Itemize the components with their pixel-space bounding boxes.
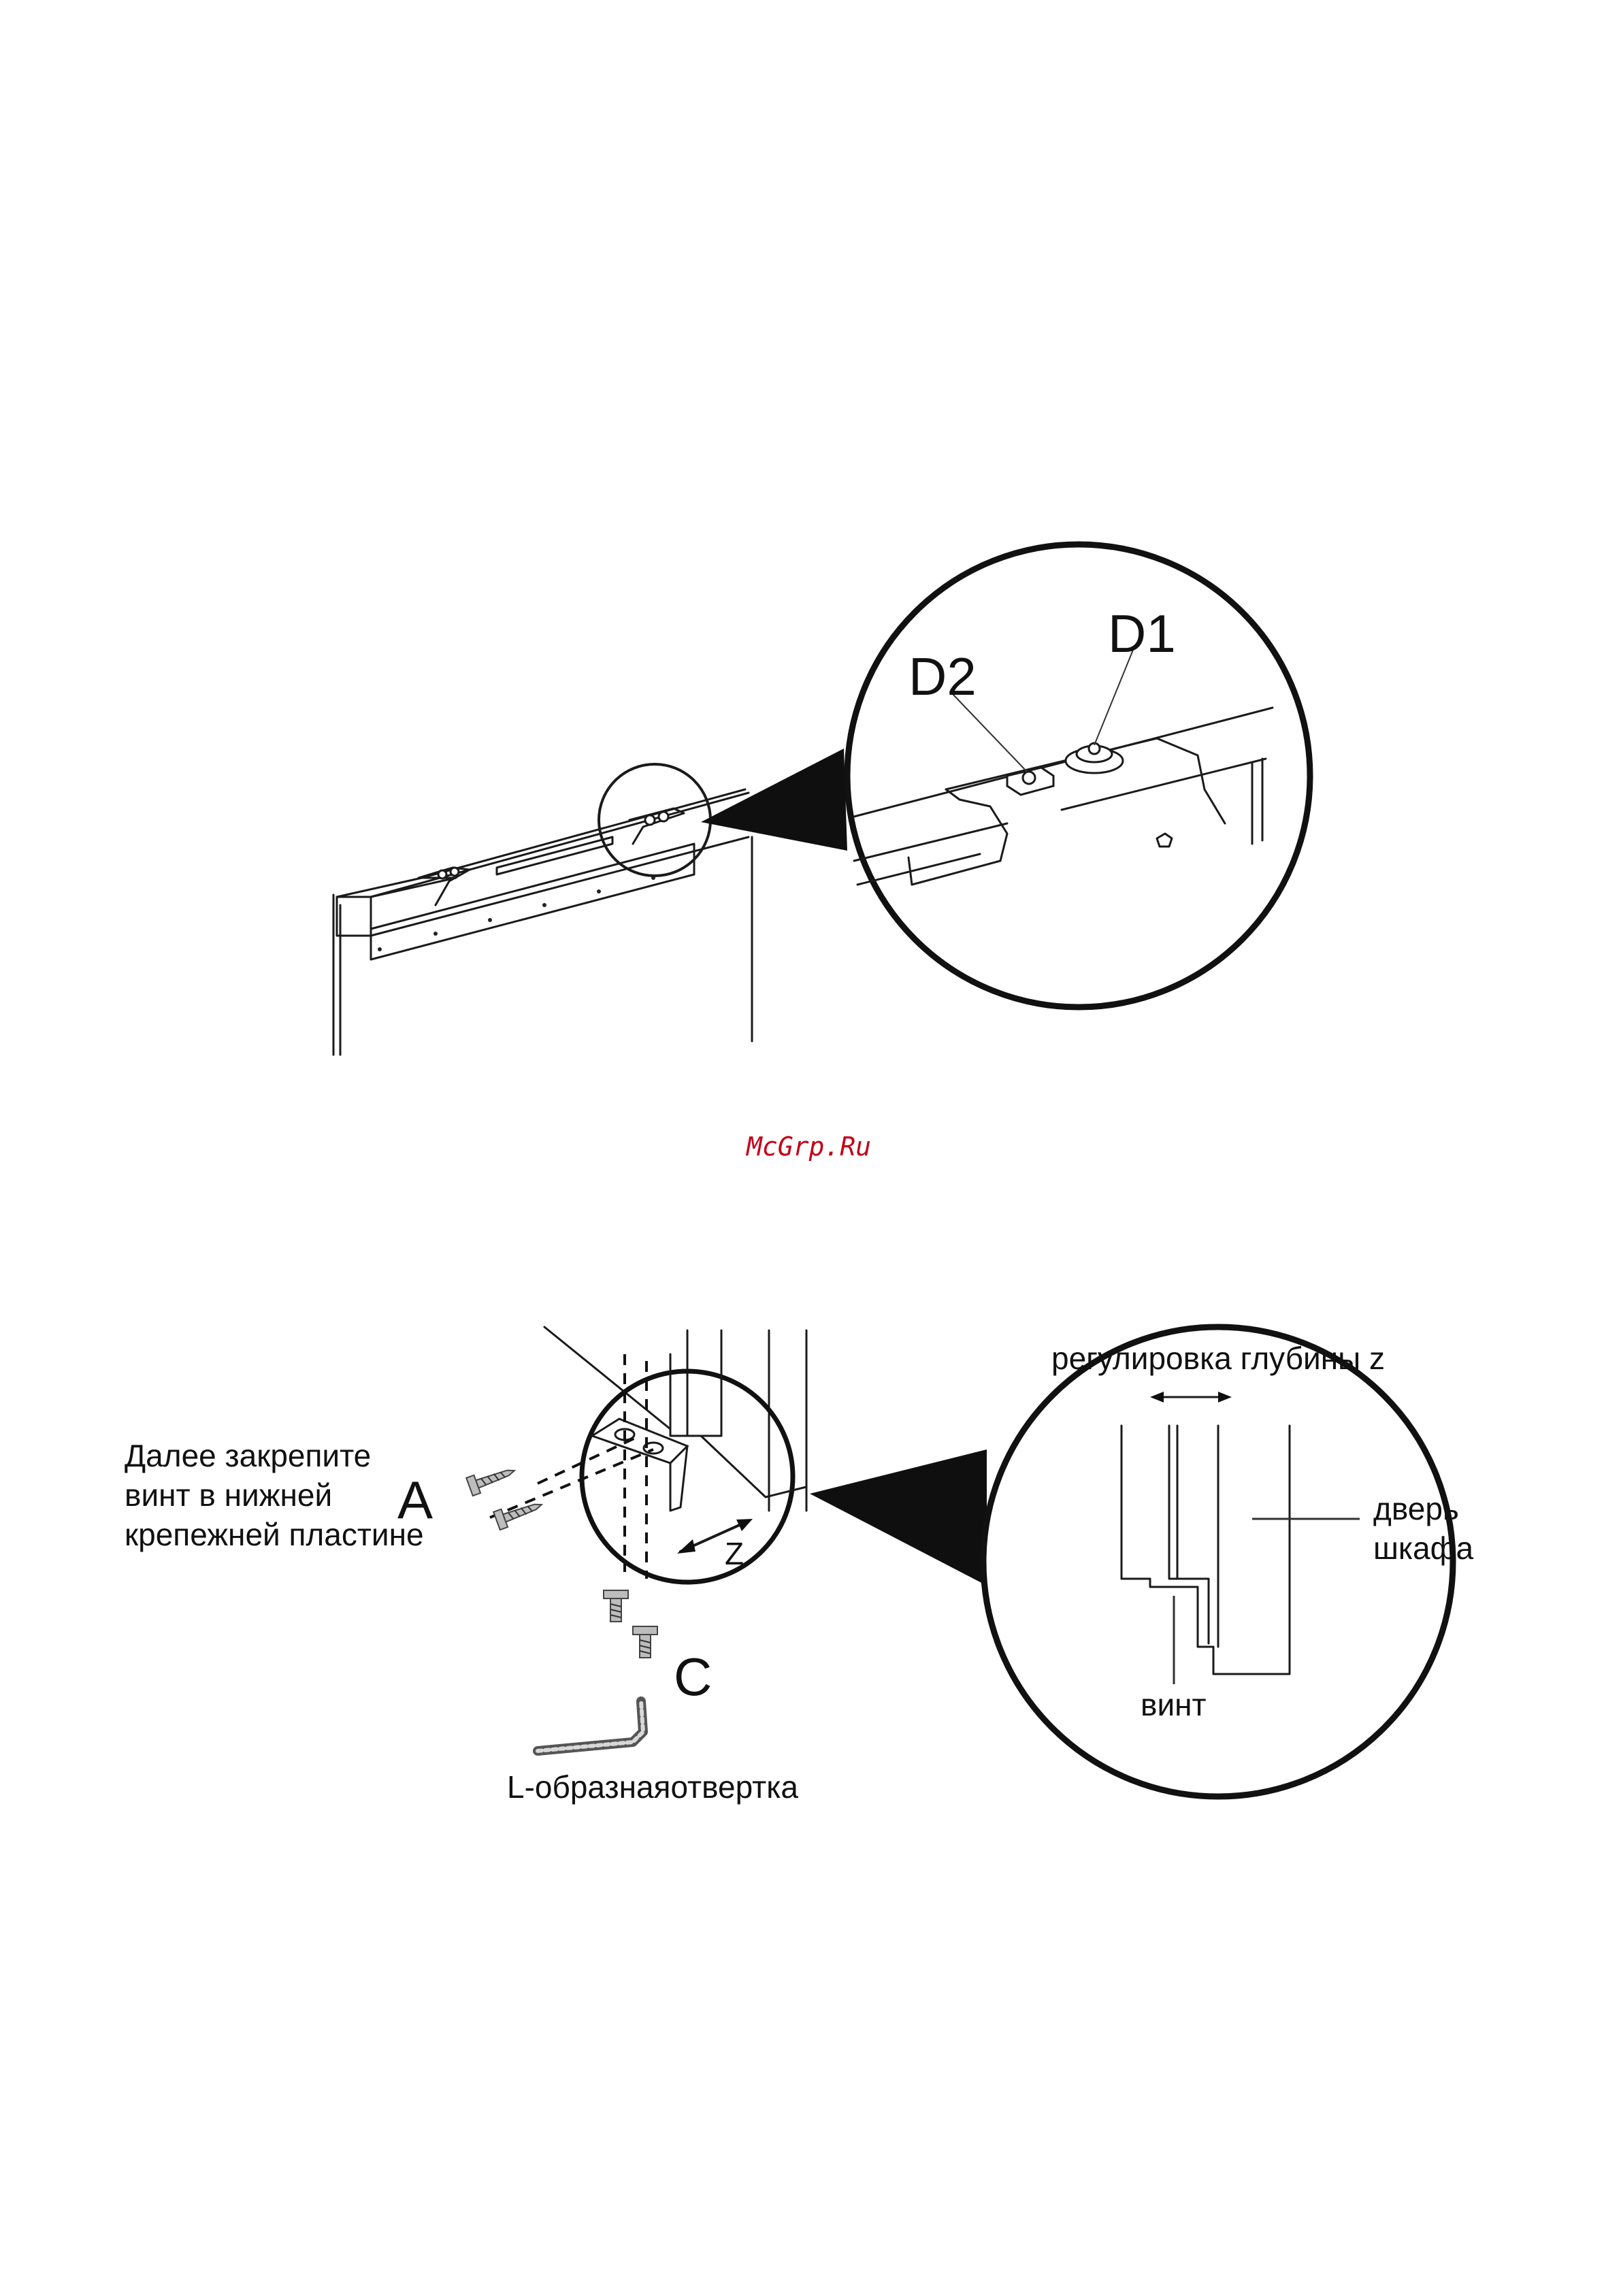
label-d2: D2 xyxy=(908,646,977,706)
detail-title: регулировка глубины z xyxy=(1051,1341,1385,1376)
screw-label: винт xyxy=(1141,1687,1207,1722)
mounting-note: Далее закрепите винт в нижней крепежней пластине xyxy=(125,1438,424,1552)
l-screwdriver-icon xyxy=(538,1701,643,1751)
label-a: A xyxy=(397,1470,433,1530)
wood-screws-a xyxy=(466,1462,544,1530)
label-c: C xyxy=(674,1647,713,1707)
cabinet-top-view xyxy=(333,749,847,1055)
door-label: дверь шкафа xyxy=(1373,1491,1474,1566)
top-detail-circle xyxy=(847,544,1310,1007)
watermark: McGrp.Ru xyxy=(747,1132,872,1162)
machine-screws-c xyxy=(604,1590,657,1658)
label-d1: D1 xyxy=(1108,604,1176,663)
tool-caption: L-образнаяотвертка xyxy=(507,1769,798,1805)
label-z: Z xyxy=(725,1536,744,1571)
